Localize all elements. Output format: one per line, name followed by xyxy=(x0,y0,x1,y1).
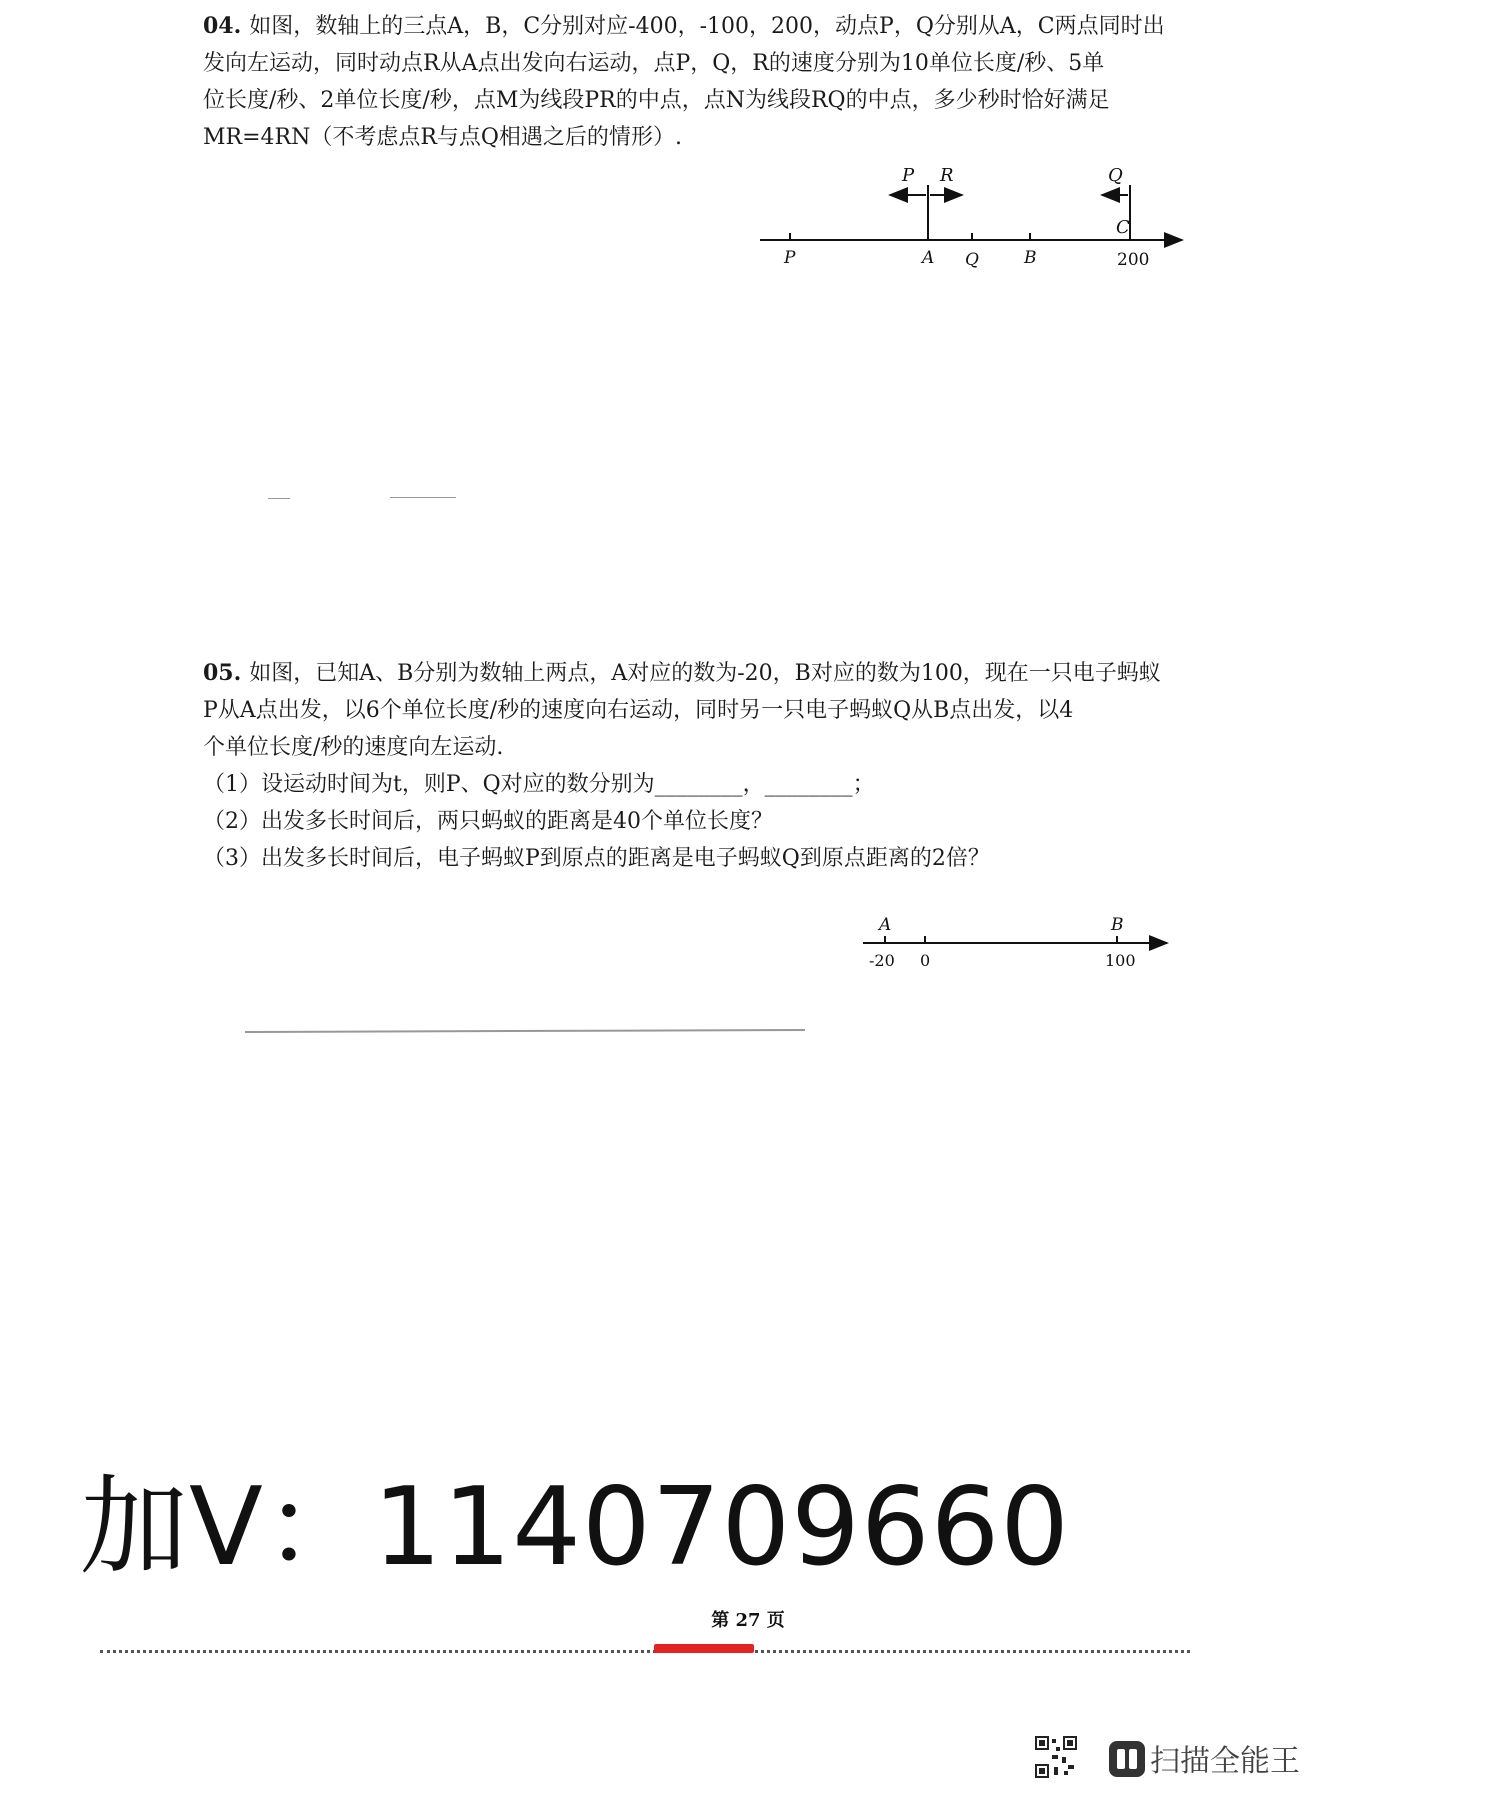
label-b-05: B xyxy=(1111,915,1124,935)
label-q: Q xyxy=(965,250,979,270)
contact-overlay-text: 加V：1140709660 xyxy=(80,1465,1071,1590)
label-moving-q: Q xyxy=(1108,165,1123,186)
problem-05-number: 05. xyxy=(203,660,242,686)
scan-mark-1 xyxy=(268,498,290,499)
problem-05-line-1: 05. 如图，已知A、B分别为数轴上两点，A对应的数为-20，B对应的数为100，现在一只电子蚂蚁 xyxy=(203,660,1161,686)
label-200: 200 xyxy=(1117,250,1150,270)
label-b: B xyxy=(1024,248,1037,268)
problem-05-line-3: 个单位长度/秒的速度向左运动. xyxy=(203,735,504,760)
problem-05-line-2: P从A点出发，以6个单位长度/秒的速度向右运动，同时另一只电子蚂蚁Q从B点出发，以4 xyxy=(203,698,1074,723)
problem-04-line-3: 位长度/秒、2单位长度/秒，点M为线段PR的中点，点N为线段RQ的中点，多少秒时恰好满足 xyxy=(203,88,1110,113)
label-100: 100 xyxy=(1105,951,1136,970)
scan-mark-2 xyxy=(390,497,456,498)
problem-05-question-3: （3）出发多长时间后，电子蚂蚁P到原点的距离是电子蚂蚁Q到原点距离的2倍？ xyxy=(203,846,990,871)
problem-04-line-1: 04. 如图，数轴上的三点A，B，C分别对应-400，-100，200，动点P，Q分别从A，C两点同时出 xyxy=(203,13,1165,39)
problem-05-question-2: （2）出发多长时间后，两只蚂蚁的距离是40个单位长度？ xyxy=(203,809,773,834)
label-c: C xyxy=(1116,217,1130,238)
problem-04-line-4: MR=4RN（不考虑点R与点Q相遇之后的情形）. xyxy=(203,125,682,150)
page-number: 第 27 页 xyxy=(711,1610,785,1631)
label-a: A xyxy=(922,248,935,268)
problem-05 xyxy=(203,655,1213,877)
qr-code-icon xyxy=(1034,1735,1078,1779)
label-moving-r: R xyxy=(940,165,954,186)
label-zero: 0 xyxy=(920,951,931,970)
number-line-figure-04 xyxy=(750,165,1190,275)
footer-dotted-line xyxy=(100,1650,1190,1653)
label-minus-20: -20 xyxy=(869,951,895,970)
scanner-watermark-text: 扫描全能王 xyxy=(1150,1744,1300,1779)
label-a-05: A xyxy=(879,915,892,935)
problem-04-number: 04. xyxy=(203,13,242,39)
scanner-logo-icon xyxy=(1108,1740,1146,1778)
problem-05-question-1: （1）设运动时间为t，则P、Q对应的数分别为________，________； xyxy=(203,772,875,797)
label-moving-p: P xyxy=(902,165,915,186)
problem-04-line-2: 发向左运动，同时动点R从A点出发向右运动，点P，Q，R的速度分别为10单位长度/秒、5单 xyxy=(203,51,1105,76)
footer-red-bar xyxy=(654,1644,754,1653)
scan-mark-3 xyxy=(245,1029,805,1033)
label-p: P xyxy=(784,248,796,268)
number-line-figure-05 xyxy=(855,908,1175,978)
problem-04 xyxy=(203,8,1213,156)
